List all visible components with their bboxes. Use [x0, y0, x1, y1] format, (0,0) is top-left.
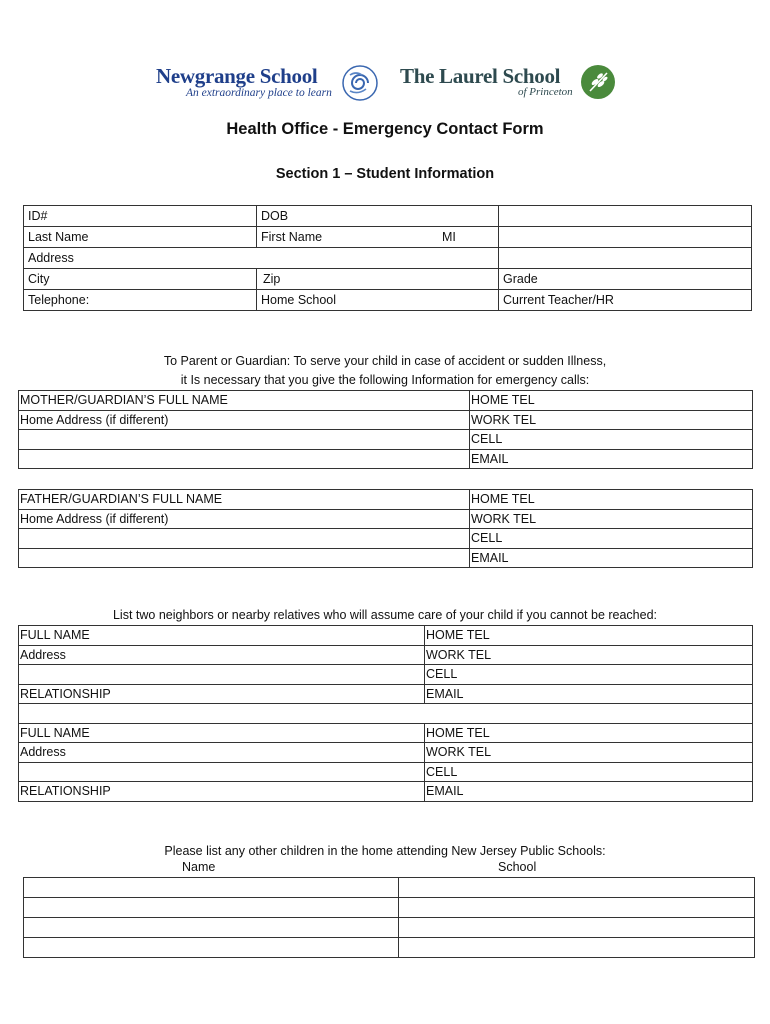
mi-label: MI — [442, 230, 456, 244]
blank-field[interactable] — [499, 248, 752, 269]
mother-address-field[interactable]: Home Address (if different) — [19, 410, 470, 430]
neighbor1-blank-field[interactable] — [19, 665, 425, 685]
neighbor2-cell-field[interactable]: CELL — [425, 762, 753, 782]
laurel-leaf-icon — [580, 64, 616, 100]
child-school-field[interactable] — [399, 938, 755, 958]
neighbors-table — [18, 625, 753, 802]
neighbor2-relationship-field[interactable]: RELATIONSHIP — [19, 782, 425, 802]
mother-email-field[interactable]: EMAIL — [470, 449, 753, 469]
father-blank-field[interactable] — [19, 529, 470, 549]
neighbor2-address-field[interactable]: Address — [19, 743, 425, 763]
form-title: Health Office - Emergency Contact Form — [226, 120, 544, 138]
child-school-field[interactable] — [399, 898, 755, 918]
dob-field[interactable]: DOB — [257, 206, 499, 227]
id-field[interactable]: ID# — [24, 206, 257, 227]
children-school-header: School — [498, 860, 537, 874]
father-name-field[interactable]: FATHER/GUARDIAN’S FULL NAME — [19, 490, 470, 510]
neighbor1-relationship-field[interactable]: RELATIONSHIP — [19, 684, 425, 704]
header-logos — [0, 60, 770, 104]
neighbor-spacer-row — [19, 704, 753, 724]
laurel-logo — [400, 64, 573, 98]
neighbor1-name-field[interactable]: FULL NAME — [19, 626, 425, 646]
telephone-field[interactable]: Telephone: — [24, 290, 257, 311]
mother-work-tel-field[interactable]: WORK TEL — [470, 410, 753, 430]
neighbor1-home-tel-field[interactable]: HOME TEL — [425, 626, 753, 646]
father-work-tel-field[interactable]: WORK TEL — [470, 509, 753, 529]
teacher-field[interactable]: Current Teacher/HR — [499, 290, 752, 311]
neighbors-intro: List two neighbors or nearby relatives who will assume care of your child if you cannot be reached: — [112, 608, 658, 622]
child-name-field[interactable] — [24, 938, 399, 958]
first-name-field[interactable] — [257, 227, 499, 248]
neighbor1-email-field[interactable]: EMAIL — [425, 684, 753, 704]
mother-blank-field[interactable] — [19, 430, 470, 450]
spiral-icon — [342, 65, 378, 101]
blank-field[interactable] — [499, 206, 752, 227]
father-blank-field[interactable] — [19, 548, 470, 568]
father-address-field[interactable]: Home Address (if different) — [19, 509, 470, 529]
mother-cell-field[interactable]: CELL — [470, 430, 753, 450]
newgrange-tagline: An extraordinary place to learn — [186, 87, 332, 99]
child-name-field[interactable] — [24, 878, 399, 898]
student-info-table — [23, 205, 752, 311]
father-email-field[interactable]: EMAIL — [470, 548, 753, 568]
child-name-field[interactable] — [24, 918, 399, 938]
neighbor2-blank-field[interactable] — [19, 762, 425, 782]
mother-home-tel-field[interactable]: HOME TEL — [470, 391, 753, 411]
zip-field[interactable] — [257, 269, 499, 290]
children-table — [23, 877, 755, 958]
father-guardian-table — [18, 489, 753, 568]
blank-field[interactable] — [499, 227, 752, 248]
neighbor1-cell-field[interactable]: CELL — [425, 665, 753, 685]
neighbor2-name-field[interactable]: FULL NAME — [19, 723, 425, 743]
neighbor2-work-tel-field[interactable]: WORK TEL — [425, 743, 753, 763]
laurel-tagline: of Princeton — [518, 86, 573, 98]
grade-field[interactable]: Grade — [499, 269, 752, 290]
neighbor2-home-tel-field[interactable]: HOME TEL — [425, 723, 753, 743]
city-field[interactable]: City — [24, 269, 257, 290]
address-field[interactable]: Address — [24, 248, 499, 269]
father-home-tel-field[interactable]: HOME TEL — [470, 490, 753, 510]
first-name-label: First Name — [261, 230, 323, 244]
neighbor1-address-field[interactable]: Address — [19, 645, 425, 665]
mother-blank-field[interactable] — [19, 449, 470, 469]
mother-name-field[interactable]: MOTHER/GUARDIAN’S FULL NAME — [19, 391, 470, 411]
home-school-field[interactable]: Home School — [257, 290, 499, 311]
laurel-name: The Laurel School — [400, 64, 561, 88]
last-name-field[interactable]: Last Name — [24, 227, 257, 248]
guardian-intro-line1: To Parent or Guardian: To serve your child in case of accident or sudden Illness, — [163, 354, 607, 368]
guardian-intro-line2: it Is necessary that you give the following Information for emergency calls: — [180, 373, 590, 387]
mother-guardian-table — [18, 390, 753, 469]
zip-label: Zip — [263, 272, 281, 286]
father-cell-field[interactable]: CELL — [470, 529, 753, 549]
newgrange-name: Newgrange School — [156, 64, 318, 88]
child-name-field[interactable] — [24, 898, 399, 918]
children-intro: Please list any other children in the home attending New Jersey Public Schools: — [164, 844, 606, 858]
children-name-header: Name — [182, 860, 216, 874]
neighbor2-email-field[interactable]: EMAIL — [425, 782, 753, 802]
section-title: Section 1 – Student Information — [275, 166, 495, 182]
child-school-field[interactable] — [399, 918, 755, 938]
newgrange-logo — [156, 64, 332, 99]
neighbor1-work-tel-field[interactable]: WORK TEL — [425, 645, 753, 665]
child-school-field[interactable] — [399, 878, 755, 898]
